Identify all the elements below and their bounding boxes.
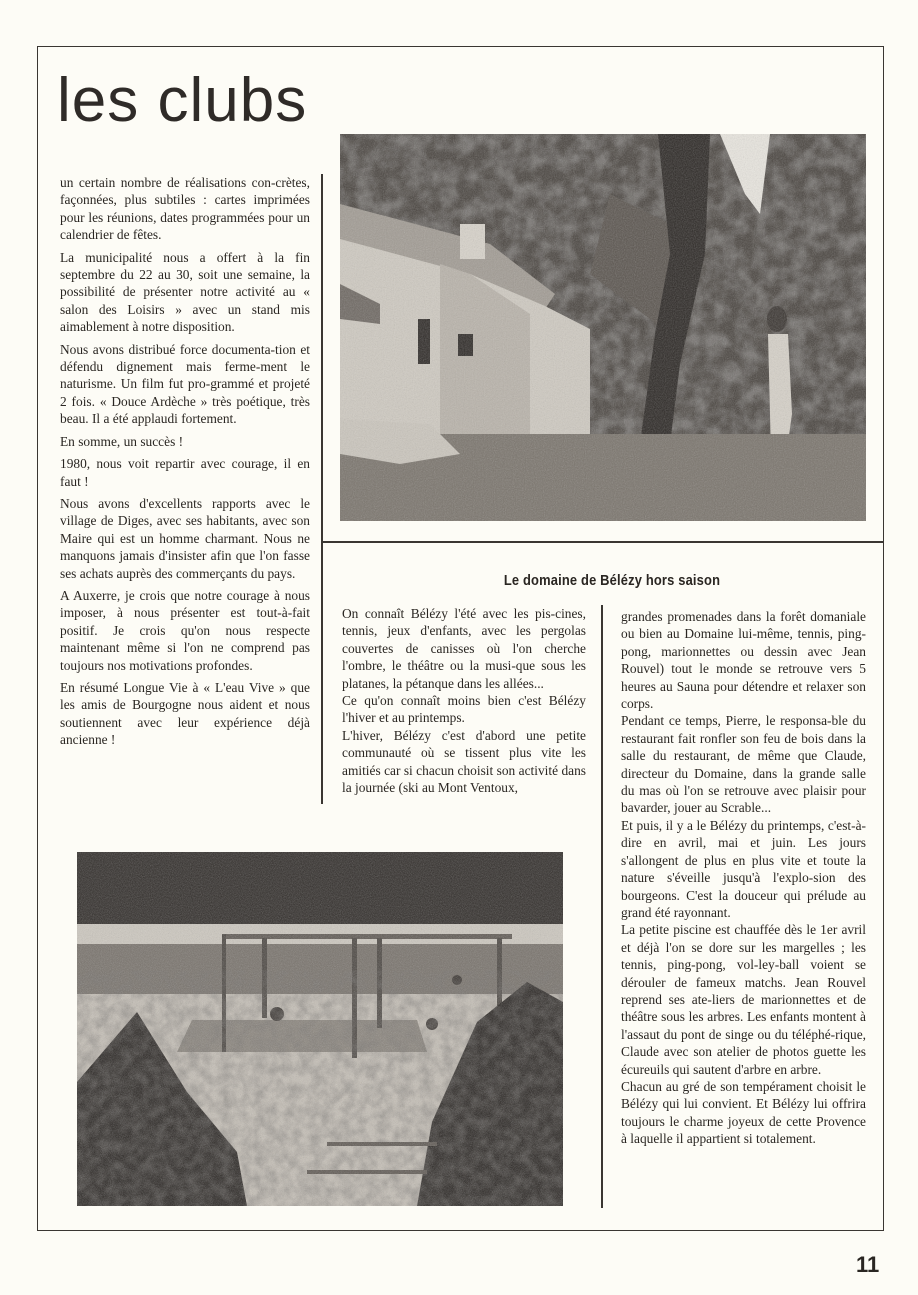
paragraph: Pendant ce temps, Pierre, le responsa-ble du restaurant fait ronfler son feu de bois dans la salle du restaurant, de même que Claude, directeur du Domaine, dans la grande salle du mas où l'on se retrouve avec plaisir pour bavarder, jouer au Scrable... (621, 713, 866, 816)
left-column-text (60, 174, 310, 754)
paragraph: Chacun au gré de son tempérament choisit le Bélézy qui lui convient. Et Bélézy lui offrira toujours le charme joyeux de cette Provence à laquelle il appartient si totalement. (621, 1078, 866, 1147)
article-middle-column (342, 605, 586, 796)
column-divider-left (321, 174, 323, 804)
paragraph: Et puis, il y a le Bélézy du printemps, c'est-à-dire en avril, mai et juin. Les jours s'allongent de plus en plus vite et toute la nature s'éveille jusqu'à l'explo-sion des bourgeons. C'est la douceur qui prélude au grand été rayonnant. (621, 817, 866, 920)
page-title: les clubs (57, 66, 308, 135)
pool-photo-illustration (77, 852, 563, 1206)
paragraph: Nous avons d'excellents rapports avec le village de Diges, avec ses habitants, avec son Maire qui est un homme charmant. Nous ne manquons jamais d'insister afin que l'on fasse ses achats auprès des commerçants du pays. (60, 495, 310, 581)
paragraph: L'hiver, Bélézy c'est d'abord une petite communauté où se tissent plus vite les amitiés car si chacun choisit son activité dans la journée (ski au Mont Ventoux, (342, 727, 586, 796)
article-heading: Le domaine de Bélézy hors saison (503, 572, 721, 589)
paragraph: La municipalité nous a offert à la fin septembre du 22 au 30, soit une semaine, la possibilité de présenter notre activité au « salon des Loisirs » avec un stand mis aimablement à notre disposition. (60, 249, 310, 335)
paragraph: En somme, un succès ! (60, 433, 184, 449)
page-number: 11 (856, 1252, 880, 1277)
paragraph: A Auxerre, je crois que notre courage à nous imposer, à nous présenter est tout-à-fait positif. Je crois qu'on nous respecte maintenant même si l'on ne comprend pas toujours nos motivations profondes. (60, 587, 310, 673)
paragraph: Ce qu'on connaît moins bien c'est Bélézy l'hiver et au printemps. (342, 693, 586, 726)
farmhouse-photo-illustration (340, 134, 866, 521)
photo-pool-pergola (77, 852, 563, 1206)
paragraph: En résumé Longue Vie à « L'eau Vive » que les amis de Bourgogne nous aident et nous soutiennent avec leur expérience déjà ancienne ! (60, 679, 310, 748)
paragraph: grandes promenades dans la forêt domaniale ou bien au Domaine lui-même, tennis, ping-pong, marionnettes ou dessin avec Jean Rouvel) tout le monde se retrouve vers 5 heures au Sauna pour détendre et relaxer son corps. (621, 609, 866, 712)
photo-stone-farmhouse (340, 134, 866, 521)
paragraph: La petite piscine est chauffée dès le 1er avril et déjà l'on se dore sur les margelles ; les tennis, ping-pong, vol-ley-ball voient se dérouler de fameux matchs. Jean Rouvel reprend ses ate-liers de marionnettes et de théâtre sous les arbres. Les enfants montent à l'assaut du pont de singe ou du téléphé-rique, Claude avec son atelier de photos guette les écureuils qui sautent d'arbre en arbre. (621, 922, 866, 1077)
article-right-column (621, 608, 866, 1148)
section-divider-horizontal (323, 541, 883, 543)
paragraph: un certain nombre de réalisations con-crètes, façonnées, plus subtiles : cartes imprimées pour les réunions, dates programmées pour un calendrier de fêtes. (60, 175, 310, 243)
paragraph: On connaît Bélézy l'été avec les pis-cines, tennis, jeux d'enfants, avec les pergolas couvertes de canisses où l'on cherche l'ombre, le théâtre ou la musi-que sous les platanes, la pétanque dans les allées... (342, 606, 586, 691)
paragraph: 1980, nous voit repartir avec courage, il en faut ! (60, 456, 310, 489)
paragraph: Nous avons distribué force documenta-tion et défendu dignement mais ferme-ment le naturisme. Un film fut pro-grammé et projeté 2 fois. « Douce Ardèche » très poétique, très beau. Il a été applaudi fortement. (60, 341, 310, 427)
column-divider-middle (601, 605, 603, 1208)
